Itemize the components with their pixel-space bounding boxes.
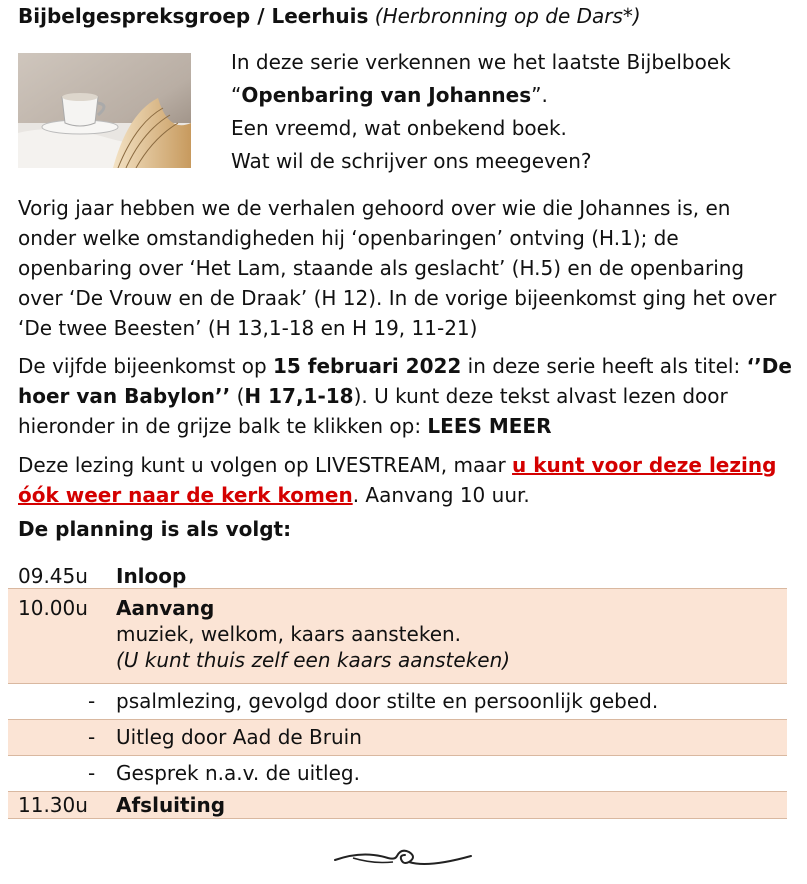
schedule-time: 10.00u <box>18 596 88 620</box>
church-attendance-link[interactable]: u kunt voor deze lezing óók weer naar de kerk komen <box>18 453 777 507</box>
schedule-table <box>8 560 787 819</box>
schedule-row <box>8 560 787 589</box>
list-dash: - <box>88 689 96 713</box>
schedule-row <box>8 589 787 684</box>
schedule-title: Aanvang <box>116 596 215 620</box>
intro-line: Wat wil de schrijver ons meegeven? <box>231 149 592 173</box>
intro-line: In deze serie verkennen we het laatste Bijbelboek <box>231 50 731 74</box>
page-title <box>18 4 641 28</box>
coffee-book-image <box>18 53 191 168</box>
schedule-note: (U kunt thuis zelf een kaars aansteken) <box>116 648 511 672</box>
schedule-item: psalmlezing, gevolgd door stilte en persoonlijk gebed. <box>116 689 659 713</box>
paragraph-previous-year: Vorig jaar hebben we de verhalen gehoord over wie die Johannes is, en onder welke omstandigheden hij ‘openbaringen’ ontving (H.1); de openbaring over ‘Het Lam, staande als geslacht’ (H.5) en de openbaring over ‘De Vrouw en de Draak’ (H 12). In de vorige bijeenkomst ging het over ‘De twee Beesten’ (H 13,1-18 en H 19, 11-21) <box>18 196 777 340</box>
schedule-item: Gesprek n.a.v. de uitleg. <box>116 761 360 785</box>
schedule-row <box>8 684 787 720</box>
schedule-time: 09.45u <box>18 564 88 588</box>
paragraph-livestream: Deze lezing kunt u volgen op LIVESTREAM, maar u kunt voor deze lezing óók weer naar de kerk komen. Aanvang 10 uur. <box>18 453 777 507</box>
list-dash: - <box>88 725 96 749</box>
schedule-detail: muziek, welkom, kaars aansteken. <box>116 622 462 646</box>
coffee-cup-and-book-icon <box>18 53 191 168</box>
meeting-title: ‘’De hoer van Babylon’’ <box>18 354 792 408</box>
schedule-title: Afsluiting <box>116 793 226 817</box>
schedule-row <box>8 720 787 756</box>
paragraph-fifth-meeting: De vijfde bijeenkomst op 15 februari 2022 in deze serie heeft als titel: ‘’De hoer van Babylon’’ (H 17,1-18). U kunt deze tekst alvast lezen door hieronder in de grijze balk te klikken op: LEES MEER <box>18 354 792 438</box>
schedule-row <box>8 756 787 792</box>
title-bold: Bijbelgespreksgroep / Leerhuis <box>18 4 369 28</box>
list-dash: - <box>88 761 96 785</box>
title-italic: (Herbronning op de Dars*) <box>374 4 641 28</box>
meeting-date: 15 februari 2022 <box>273 354 462 378</box>
intro-text <box>231 47 791 179</box>
planning-heading: De planning is als volgt: <box>18 517 292 541</box>
schedule-title: Inloop <box>116 564 187 588</box>
intro-book-line: “Openbaring van Johannes”. <box>231 83 548 107</box>
meeting-ref: H 17,1-18 <box>244 384 354 408</box>
schedule-time: 11.30u <box>18 793 88 817</box>
schedule-row <box>8 792 787 819</box>
book-title: Openbaring van Johannes <box>241 83 532 107</box>
decorative-flourish-icon <box>333 842 473 877</box>
lees-meer-label: LEES MEER <box>427 414 552 438</box>
intro-line: Een vreemd, wat onbekend boek. <box>231 116 567 140</box>
schedule-item: Uitleg door Aad de Bruin <box>116 725 362 749</box>
